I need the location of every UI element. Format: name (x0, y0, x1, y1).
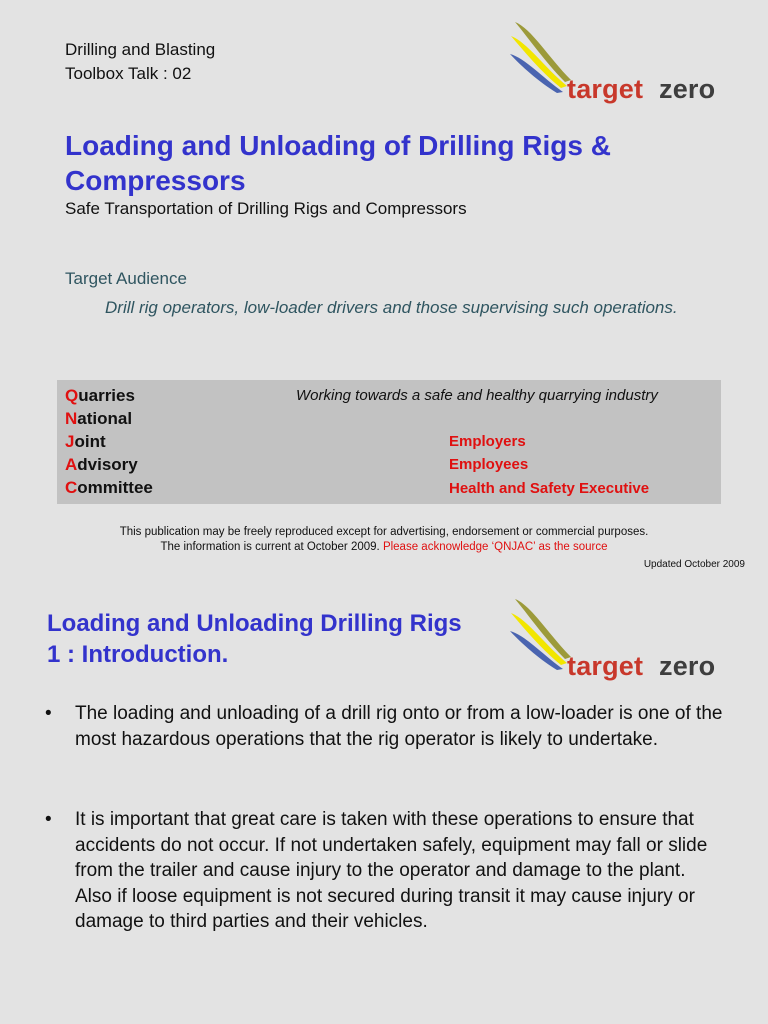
updated-date: Updated October 2009 (643, 559, 745, 570)
target-audience-text: Drill rig operators, low-loader drivers and those supervising such operations. (105, 298, 678, 317)
acronym-row-c: Committee (65, 478, 153, 497)
page-title-line1: Loading and Unloading of Drilling Rigs & (65, 130, 611, 161)
talk-number: Toolbox Talk : 02 (65, 64, 192, 83)
target-zero-logo (505, 18, 745, 108)
bullet-icon: • (45, 809, 52, 830)
series-name: Drilling and Blasting (65, 40, 216, 59)
acronym-row-j: Joint (65, 432, 106, 451)
talk-header (65, 38, 215, 86)
slide2-title (47, 608, 462, 670)
acknowledge-note: Please acknowledge ‘QNJAC’ as the source (382, 541, 608, 553)
qnjac-tagline: Working towards a safe and healthy quarrying industry (296, 387, 658, 404)
logo-word-zero: zero (659, 74, 716, 104)
acronym-row-q: Quarries (65, 386, 135, 405)
logo-word-target: target (567, 74, 644, 104)
target-audience-label: Target Audience (65, 269, 187, 288)
acronym-row-a: Advisory (65, 455, 138, 474)
logo-word-target: target (567, 651, 644, 681)
legal-line2: The information is current at October 2009. Please acknowledge ‘QNJAC’ as the source (160, 541, 608, 553)
bullet-icon: • (45, 703, 52, 724)
slide2-title-line1: Loading and Unloading Drilling Rigs (47, 610, 462, 637)
list-item (45, 807, 725, 935)
page-title-line2: Compressors (65, 165, 246, 196)
page-title (65, 128, 705, 198)
party-hse: Health and Safety Executive (449, 480, 650, 497)
list-item (45, 701, 725, 752)
bullet-text: It is important that great care is taken with these operations to ensure that accidents do not occur. If not undertaken safely, equipment may fall or slide from the trailer and cause injury to the operator and damage to the plant. Also if loose equipment is not secured during transit it may cause injury or damage to third parties and their vehicles. (75, 809, 708, 932)
legal-line1: This publication may be freely reproduced except for advertising, endorsement or commercial purposes. (119, 526, 649, 538)
acronym-row-n: National (65, 409, 133, 428)
target-zero-logo-2 (505, 595, 745, 685)
bullet-text: The loading and unloading of a drill rig onto or from a low-loader is one of the most hazardous operations that the rig operator is likely to undertake. (75, 703, 723, 750)
party-employers: Employers (449, 433, 526, 450)
logo-word-zero: zero (659, 651, 716, 681)
slide2-title-line2: 1 : Introduction. (47, 641, 229, 668)
party-employees: Employees (449, 456, 529, 473)
page-subtitle: Safe Transportation of Drilling Rigs and Compressors (65, 199, 467, 218)
